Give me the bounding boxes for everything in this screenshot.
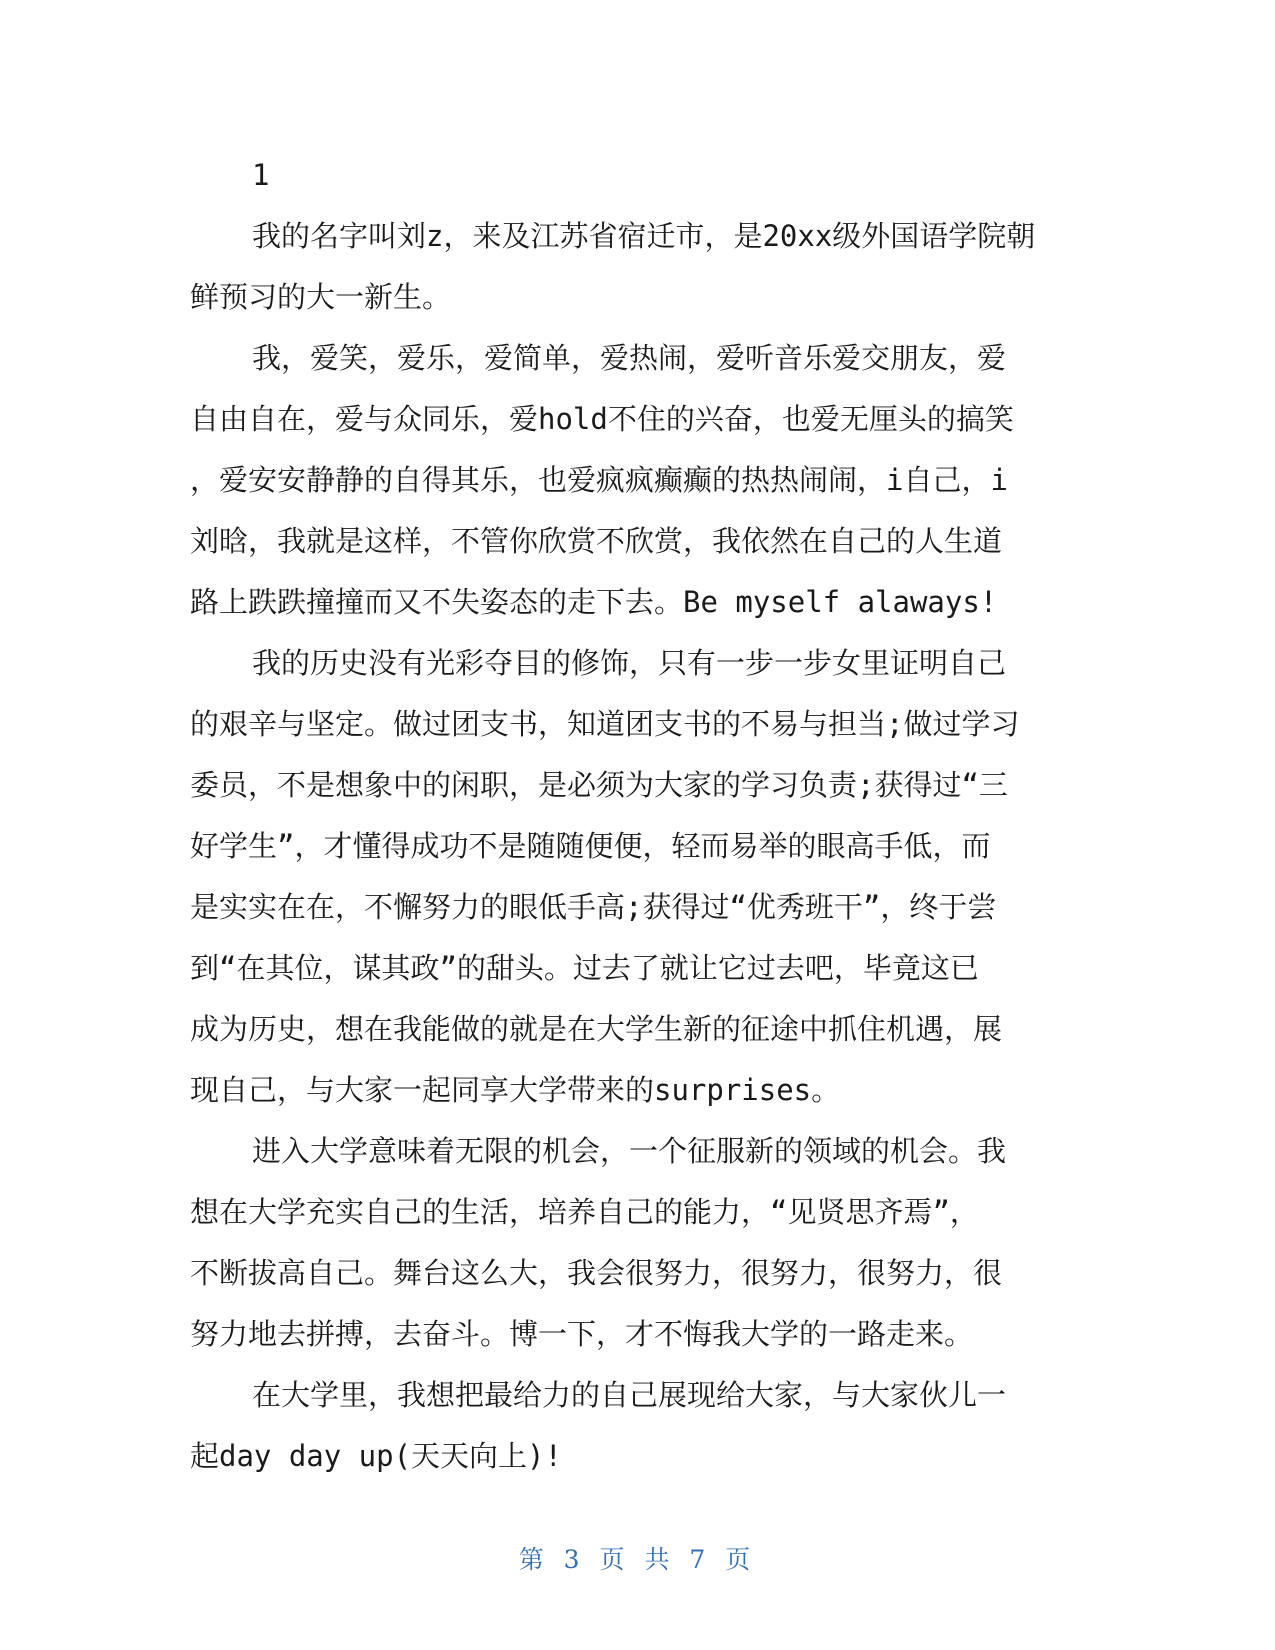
text-line: 路上跌跌撞撞而又不失姿态的走下去。Be myself alaways! bbox=[190, 585, 998, 619]
text-line: 我，爱笑，爱乐，爱简单，爱热闹，爱听音乐爱交朋友，爱 bbox=[252, 341, 1007, 375]
text-line: 刘晗，我就是这样，不管你欣赏不欣赏，我依然在自己的人生道 bbox=[190, 524, 1003, 558]
text-line: ，爱安安静静的自得其乐，也爱疯疯癫癫的热热闹闹，i自己，i bbox=[190, 463, 1008, 497]
text-line: 是实实在在，不懈努力的眼低手高;获得过“优秀班干”，终于尝 bbox=[190, 890, 997, 924]
text-line: 不断拔高自己。舞台这么大，我会很努力，很努力，很努力，很 bbox=[190, 1256, 1003, 1290]
text-line: 起day day up(天天向上)! bbox=[190, 1439, 562, 1473]
text-line: 委员，不是想象中的闲职，是必须为大家的学习负责;获得过“三 bbox=[190, 768, 1008, 802]
text-line: 好学生”，才懂得成功不是随随便便，轻而易举的眼高手低，而 bbox=[190, 829, 991, 863]
text-line: 到“在其位，谋其政”的甜头。过去了就让它过去吧，毕竟这已 bbox=[190, 951, 979, 985]
paragraph-lines bbox=[190, 206, 1080, 1487]
text-line: 现自己，与大家一起同享大学带来的surprises。 bbox=[190, 1073, 841, 1107]
text-line: 在大学里，我想把最给力的自己展现给大家，与大家伙儿一 bbox=[252, 1378, 1007, 1412]
text-line: 想在大学充实自己的生活，培养自己的能力，“见贤思齐焉”， bbox=[190, 1195, 979, 1229]
text-line: 努力地去拼搏，去奋斗。博一下，才不悔我大学的一路走来。 bbox=[190, 1317, 974, 1351]
text-line: 进入大学意味着无限的机会，一个征服新的领域的机会。我 bbox=[252, 1134, 1007, 1168]
page-footer: 第 3 页 共 7 页 bbox=[518, 1545, 757, 1574]
text-line: 的艰辛与坚定。做过团支书，知道团支书的不易与担当;做过学习 bbox=[190, 707, 1020, 741]
text-line: 我的名字叫刘z，来及江苏省宿迁市，是20xx级外国语学院朝 bbox=[252, 219, 1036, 253]
text-line: 成为历史，想在我能做的就是在大学生新的征途中抓住机遇，展 bbox=[190, 1012, 1003, 1046]
text-line: 自由自在，爱与众同乐，爱hold不住的兴奋，也爱无厘头的搞笑 bbox=[190, 402, 1014, 436]
text-line: 鲜预习的大一新生。 bbox=[190, 280, 452, 314]
page-number-label: 1 bbox=[252, 158, 270, 192]
text-line: 我的历史没有光彩夺目的修饰，只有一步一步女里证明自己 bbox=[252, 646, 1007, 680]
document-body bbox=[190, 145, 1080, 1487]
